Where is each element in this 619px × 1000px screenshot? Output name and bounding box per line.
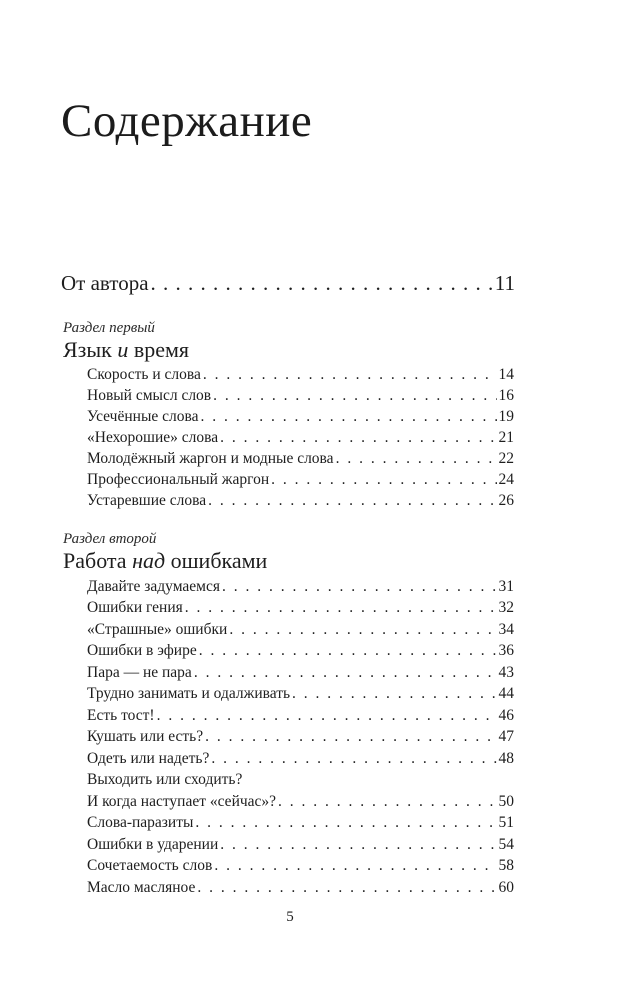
dot-leader bbox=[185, 599, 497, 617]
toc-entry-page: 36 bbox=[498, 642, 514, 659]
toc-entry bbox=[87, 707, 514, 725]
toc-entry bbox=[87, 492, 514, 510]
dot-leader bbox=[199, 642, 497, 660]
toc-entry-page: 22 bbox=[498, 450, 514, 467]
toc-entry-label: Профессиональный жаргон bbox=[87, 471, 270, 488]
toc-entry bbox=[87, 771, 514, 789]
page-title: Содержание bbox=[61, 95, 313, 147]
toc-entry-page: 24 bbox=[498, 471, 514, 488]
toc-entry-page: 31 bbox=[498, 578, 514, 595]
toc-entry-label: Выходить или сходить? bbox=[87, 771, 243, 788]
dot-leader bbox=[292, 685, 496, 703]
dot-leader bbox=[197, 879, 496, 897]
toc-entry-label: Одеть или надеть? bbox=[87, 750, 210, 767]
toc-entry-page: 47 bbox=[498, 728, 514, 745]
toc-entry bbox=[87, 685, 514, 703]
section-kicker: Раздел первый bbox=[63, 320, 155, 336]
dot-leader bbox=[157, 707, 497, 725]
toc-entry bbox=[87, 578, 514, 596]
dot-leader bbox=[214, 857, 496, 875]
dot-leader bbox=[195, 814, 496, 832]
toc-entry-page: 32 bbox=[498, 599, 514, 616]
toc-entry-label: Пара — не пара bbox=[87, 664, 192, 681]
dot-leader bbox=[194, 664, 497, 682]
toc-entry bbox=[87, 750, 514, 768]
section-title: Язык и время bbox=[63, 337, 190, 362]
toc-entry bbox=[87, 836, 514, 854]
toc-entry-page: 14 bbox=[498, 366, 514, 383]
dot-leader bbox=[278, 793, 496, 811]
toc-entry bbox=[87, 599, 514, 617]
toc-entry-label: Слова-паразиты bbox=[87, 814, 194, 831]
toc-entry bbox=[87, 879, 514, 897]
toc-entry bbox=[87, 621, 514, 639]
toc-entry bbox=[87, 814, 514, 832]
toc-entry-label: Усечённые слова bbox=[87, 408, 199, 425]
dot-leader bbox=[205, 728, 496, 746]
toc-entry-label: Новый смысл слов bbox=[87, 387, 212, 404]
toc-entry bbox=[87, 728, 514, 746]
toc-entry-page: 34 bbox=[498, 621, 514, 638]
dot-leader bbox=[271, 471, 496, 489]
toc-entry-page: 43 bbox=[498, 664, 514, 681]
toc-entry bbox=[87, 664, 514, 682]
dot-leader bbox=[229, 621, 496, 639]
toc-entry-page: 21 bbox=[498, 429, 514, 446]
dot-leader bbox=[220, 836, 496, 854]
section-kicker: Раздел второй bbox=[63, 531, 157, 547]
toc-entry-page: 50 bbox=[498, 793, 514, 810]
toc-entry-label: «Страшные» ошибки bbox=[87, 621, 228, 638]
toc-entry-label: Кушать или есть? bbox=[87, 728, 204, 745]
toc-entry bbox=[87, 857, 514, 875]
toc-entry-label: Масло масляное bbox=[87, 879, 196, 896]
toc-entry-label: Трудно занимать и одалживать bbox=[87, 685, 291, 702]
toc-entry bbox=[87, 642, 514, 660]
dot-leader bbox=[222, 578, 497, 596]
toc-entry-label: И когда наступает «сейчас»? bbox=[87, 793, 277, 810]
dot-leader bbox=[213, 387, 496, 405]
dot-leader bbox=[203, 366, 497, 384]
toc-entry-label: «Нехорошие» слова bbox=[87, 429, 219, 446]
section-title: Работа над ошибками bbox=[63, 548, 268, 573]
toc-entry-label: Ошибки в эфире bbox=[87, 642, 197, 659]
dot-leader bbox=[336, 450, 497, 468]
toc-entry-page: 54 bbox=[498, 836, 514, 853]
toc-entry-label: Давайте задумаемся bbox=[87, 578, 220, 595]
toc-entry-page: 51 bbox=[498, 814, 514, 831]
toc-entry-page: 58 bbox=[498, 857, 514, 874]
dot-leader bbox=[200, 408, 496, 426]
toc-entry-label: Ошибки в ударении bbox=[87, 836, 219, 853]
toc-entry-preface bbox=[61, 271, 515, 296]
toc-entry-page: 48 bbox=[498, 750, 514, 767]
toc-entry bbox=[87, 471, 514, 489]
toc-entry-page: 11 bbox=[494, 271, 515, 295]
toc-entry bbox=[87, 387, 514, 405]
toc-entry bbox=[87, 450, 514, 468]
toc-entry-label: От автора bbox=[61, 271, 149, 295]
dot-leader bbox=[208, 492, 496, 510]
toc-entry-page: 16 bbox=[498, 387, 514, 404]
page-number: 5 bbox=[286, 909, 294, 925]
toc-entry bbox=[87, 793, 514, 811]
toc-entry-page: 46 bbox=[498, 707, 514, 724]
toc-entry-label: Молодёжный жаргон и модные слова bbox=[87, 450, 334, 467]
dot-leader bbox=[211, 750, 496, 768]
toc-entry bbox=[87, 408, 514, 426]
dot-leader bbox=[151, 271, 493, 296]
toc-entry-label: Есть тост! bbox=[87, 707, 155, 724]
toc-entry-page: 26 bbox=[498, 492, 514, 509]
toc-entry-label: Устаревшие слова bbox=[87, 492, 207, 509]
dot-leader bbox=[220, 429, 496, 447]
toc-entry-label: Скорость и слова bbox=[87, 366, 201, 383]
toc-entry-label: Сочетаемость слов bbox=[87, 857, 213, 874]
toc-entry bbox=[87, 366, 514, 384]
toc-entry bbox=[87, 429, 514, 447]
toc-entry-label: Ошибки гения bbox=[87, 599, 183, 616]
toc-entry-page: 44 bbox=[498, 685, 514, 702]
toc-entry-page: 60 bbox=[498, 879, 514, 896]
toc-entry-page: 19 bbox=[498, 408, 514, 425]
